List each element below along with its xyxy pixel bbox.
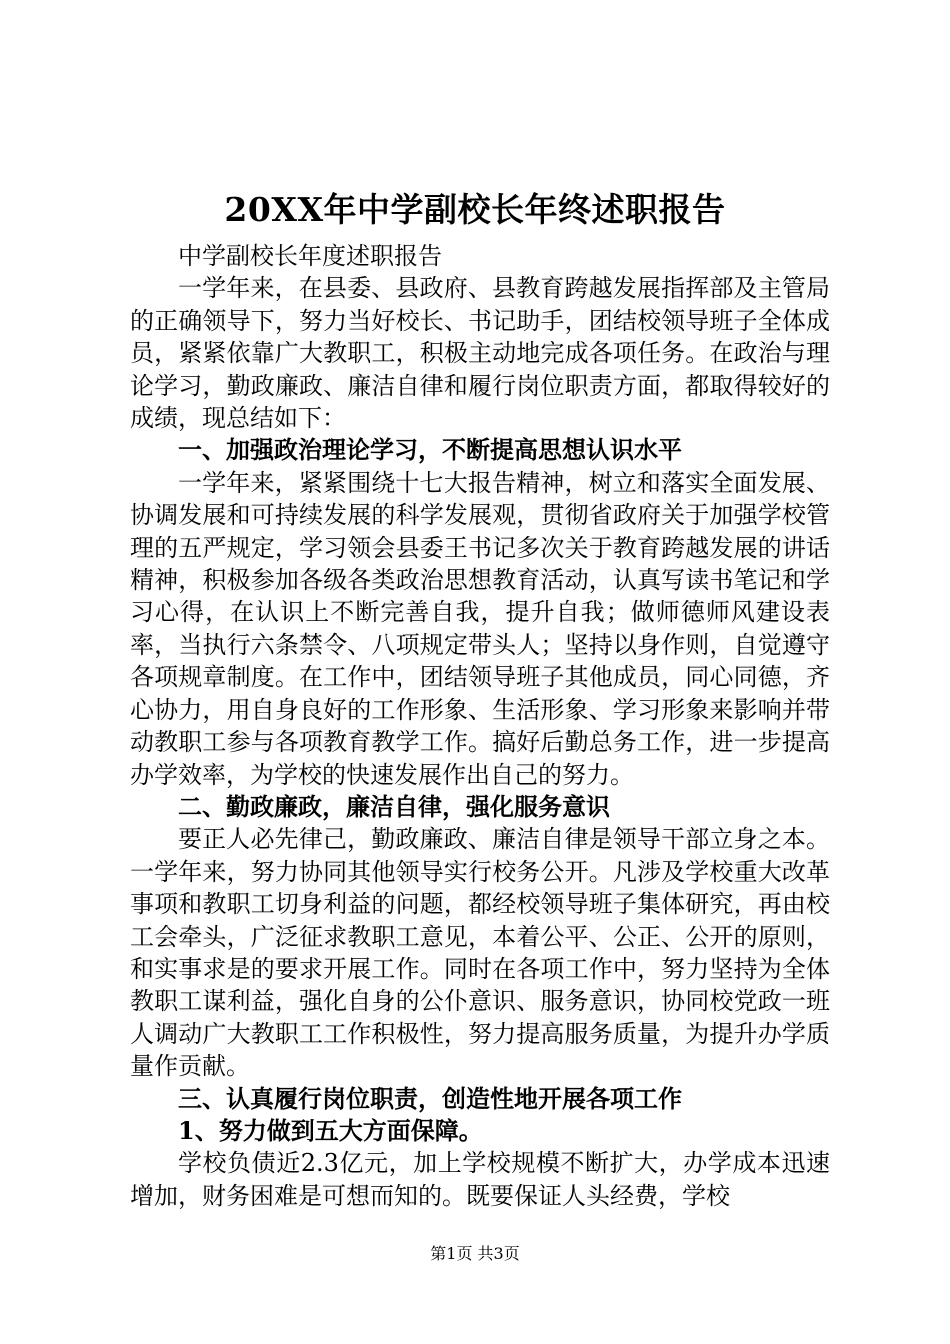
section-body-3: 学校负债近2.3亿元，加上学校规模不断扩大，办学成本迅速增加，财务困难是可想而知的。既要保证人头经费，学校 [130,1149,830,1210]
section-heading-3: 三、认真履行岗位职责，创造性地开展各项工作 [178,1083,682,1113]
section-heading-2: 二、勤政廉政，廉洁自律，强化服务意识 [178,791,610,821]
section-body-2: 要正人必先律己，勤政廉政、廉洁自律是领导干部立身之本。一学年来，努力协同其他领导实行校务公开。凡涉及学校重大改革事项和教职工切身利益的问题，都经校领导班子集体研究，再由校工会牵头，广泛征求教职工意见，本着公平、公正、公开的原则，和实事求是的要求开展工作。同时在各项工作中，努力坚持为全体教职工谋利益，强化自身的公仆意识、服务意识，协同校党政一班人调动广大教职工工作积极性，努力提高服务质量，为提升办学质量作贡献。 [130,825,830,1081]
intro-paragraph: 一学年来，在县委、县政府、县教育跨越发展指挥部及主管局的正确领导下，努力当好校长、书记助手，团结校领导班子全体成员，紧紧依靠广大教职工，积极主动地完成各项任务。在政治与理论学习，勤政廉政、廉洁自律和履行岗位职责方面，都取得较好的成绩，现总结如下： [130,274,830,433]
section-heading-1: 一、加强政治理论学习，不断提高思想认识水平 [178,435,682,465]
section-subheading-3-1: 1、努力做到五大方面保障。 [178,1115,483,1145]
section-body-1: 一学年来，紧紧围绕十七大报告精神，树立和落实全面发展、协调发展和可持续发展的科学发展观，贯彻省政府关于加强学校管理的五严规定，学习领会县委王书记多次关于教育跨越发展的讲话精神，积极参加各级各类政治思想教育活动，认真写读书笔记和学习心得，在认识上不断完善自我，提升自我；做师德师风建设表率，当执行六条禁令、八项规定带头人；坚持以身作则，自觉遵守各项规章制度。在工作中，团结领导班子其他成员，同心同德，齐心协力，用自身良好的工作形象、生活形象、学习形象来影响并带动教职工参与各项教育教学工作。搞好后勤总务工作，进一步提高办学效率，为学校的快速发展作出自己的努力。 [130,468,830,789]
document-title: 20XX年中学副校长年终述职报告 [224,190,726,229]
document-body [130,240,830,1212]
document-subtitle: 中学副校长年度述职报告 [178,242,442,270]
page-footer: 第1页 共3页 [430,1244,520,1263]
